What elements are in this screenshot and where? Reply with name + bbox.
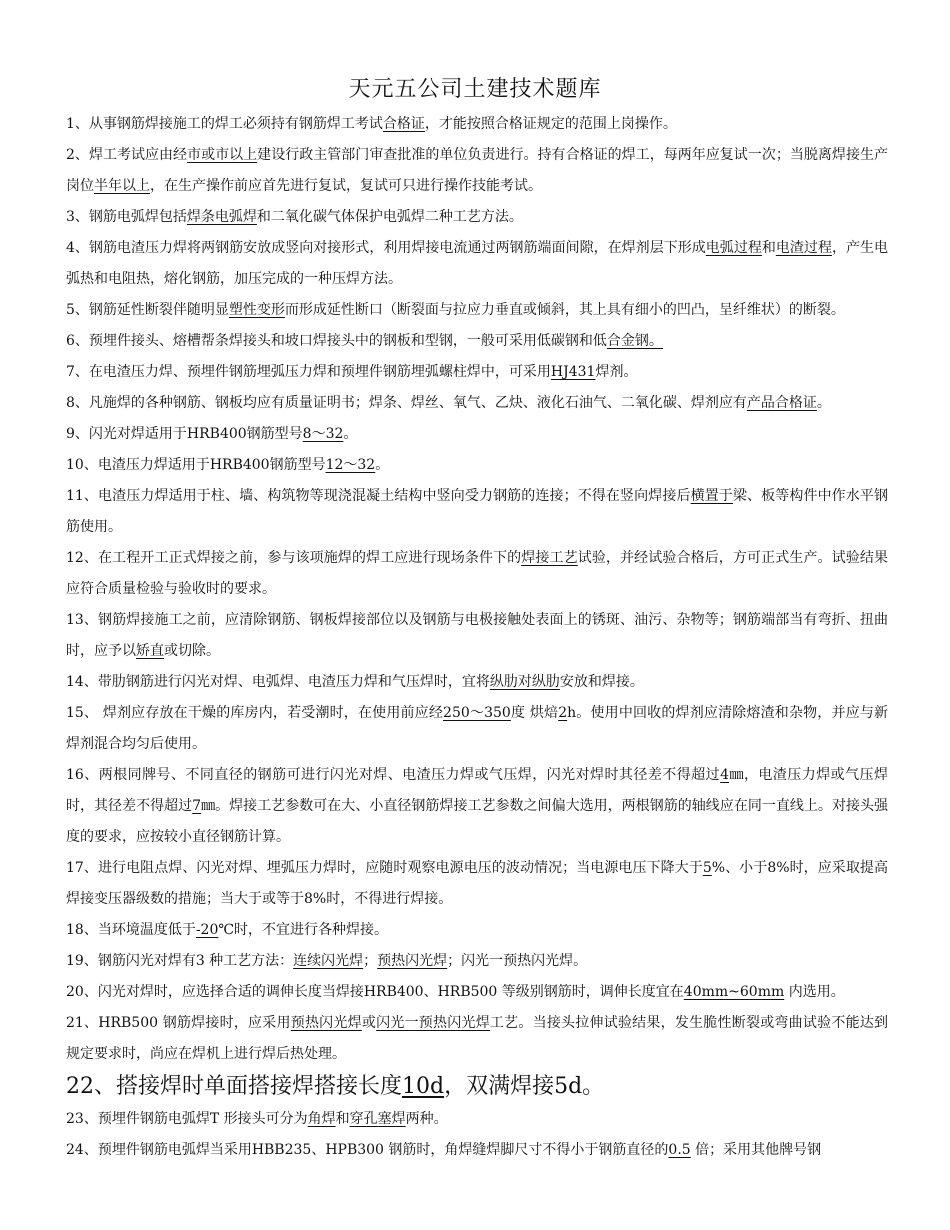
question-text: 15、 焊剂应存放在干燥的库房内，若受潮时，在使用前应经 <box>66 705 444 721</box>
question-item <box>66 1070 888 1104</box>
answer-blank: 焊条电弧焊 <box>186 209 257 225</box>
question-text: 和 <box>761 240 776 256</box>
answer-blank: 预热闪光焊 <box>377 953 448 969</box>
question-text: 22、搭接焊时单面搭接焊搭接长度 <box>66 1074 402 1099</box>
question-text: 8、凡施焊的各种钢筋、钢板均应有质量证明书；焊条、焊丝、氧气、乙炔、液化石油气、二氧化碳、焊剂应有 <box>66 395 747 411</box>
question-item <box>66 233 888 295</box>
question-item <box>66 946 888 977</box>
answer-blank: 12～32 <box>325 457 376 473</box>
question-text: 而形成延性断口（断裂面与拉应力垂直或倾斜，其上具有细小的凹凸，呈纤维状）的断裂。 <box>284 302 845 318</box>
question-item <box>66 419 888 450</box>
question-text: 16、两根同牌号、不同直径的钢筋可进行闪光对焊、电渣压力焊或气压焊，闪光对焊时其径差不得超过 <box>66 767 721 783</box>
answer-blank: 市或市以上 <box>187 147 258 163</box>
question-text: 或切除。 <box>164 643 220 659</box>
question-text: 9、闪光对焊适用于HRB400钢筋型号 <box>66 426 303 442</box>
question-text: 11、电渣压力焊适用于柱、墙、构筑物等现浇混凝土结构中竖向受力钢筋的连接；不得在竖向焊接后 <box>66 488 691 504</box>
answer-blank: 合格证 <box>382 116 425 132</box>
question-text: 。 <box>343 426 358 442</box>
question-item <box>66 295 888 326</box>
question-text: ；闪光一预热闪光焊。 <box>447 953 588 969</box>
question-text: 焊剂。 <box>595 364 638 380</box>
question-text: 和二氧化碳气体保护电弧焊二种工艺方法。 <box>256 209 523 225</box>
question-text: 和 <box>335 1111 350 1127</box>
answer-blank: 塑性变形 <box>228 302 285 318</box>
question-text: 12、在工程开工正式焊接之前，参与该项施焊的焊工应进行现场条件下的 <box>66 550 522 566</box>
question-item <box>66 202 888 233</box>
question-item <box>66 543 888 605</box>
answer-blank: 预热闪光焊 <box>290 1015 362 1031</box>
question-item <box>66 109 888 140</box>
question-text: 20、闪光对焊时，应选择合适的调伸长度当焊接HRB400、HRB500 等级别钢筋时，调伸长度宜在 <box>66 984 684 1000</box>
question-text: 。 <box>375 457 390 473</box>
answer-blank: 电渣过程 <box>775 240 832 256</box>
question-text: 5、钢筋延性断裂伴随明显 <box>66 302 229 318</box>
question-text: 试验，并经试验合格后，方可正式生产。试验结果应符合质量检验与验收时的要求。 <box>66 550 888 597</box>
question-text: 梁、板等构件中作水平钢筋使用。 <box>66 488 889 535</box>
question-item <box>66 326 888 357</box>
answer-blank: 5 <box>702 860 712 876</box>
question-text: 13、钢筋焊接施工之前，应清除钢筋、钢板焊接部位以及钢筋与电极接触处表面上的锈斑、油污、杂物等；钢筋端部当有弯折、扭曲时，应予以 <box>66 612 888 659</box>
question-text: 24、预埋件钢筋电弧焊当采用HBB235、HPB300 钢筋时，角焊缝焊脚尺寸不得小于钢筋直径的 <box>66 1142 669 1158</box>
answer-blank: 半年以上 <box>94 178 150 194</box>
question-item <box>66 481 888 543</box>
question-item <box>66 1008 888 1070</box>
question-item <box>66 698 888 760</box>
question-text: h。使用中回收的焊剂应清除熔渣和杂物，并应与新焊剂混合均匀后使用。 <box>66 705 889 752</box>
question-text: 倍；采用其他牌号钢 <box>690 1142 822 1158</box>
answer-blank: 电弧过程 <box>705 240 762 256</box>
question-text: ； <box>363 953 378 969</box>
question-item <box>66 140 888 202</box>
question-text: 7、在电渣压力焊、预埋件钢筋埋弧压力焊和预埋件钢筋埋弧螺柱焊中，可采用 <box>66 364 551 380</box>
question-item <box>66 605 888 667</box>
question-item <box>66 667 888 698</box>
question-text: 或 <box>361 1015 377 1031</box>
question-text: 工艺。当接头拉伸试验结果，发生脆性断裂或弯曲试验不能达到规定要求时，尚应在焊机上进行焊后热处理。 <box>66 1015 889 1062</box>
question-text: 安放和焊接。 <box>559 674 644 690</box>
question-text: 21、HRB500 钢筋焊接时，应采用 <box>66 1015 291 1031</box>
question-item <box>66 760 888 853</box>
question-text: 度 烘焙 <box>510 705 559 721</box>
question-text: 两种。 <box>405 1111 448 1127</box>
question-text: ，双满焊接5d。 <box>444 1074 605 1099</box>
question-item <box>66 853 888 915</box>
question-text: 建设行政主管部门审查批准的单位负责进行。持有合格证的焊工，每两年应复试一次；当脱离焊接生产岗位 <box>66 147 888 194</box>
question-item <box>66 915 888 946</box>
question-item <box>66 1135 888 1166</box>
answer-blank: 矫直 <box>136 643 164 659</box>
answer-blank: 2 <box>558 705 568 721</box>
answer-blank: 0.5 <box>668 1142 691 1158</box>
question-text: 23、预埋件钢筋电弧焊T 形接头可分为 <box>66 1111 308 1127</box>
question-item <box>66 1104 888 1135</box>
question-text: ℃时，不宜进行各种焊接。 <box>218 922 389 938</box>
question-text: ㎜，电渣压力焊或气压焊时，其径差不得超过 <box>66 767 889 814</box>
question-text: 。 <box>816 395 831 411</box>
answer-blank: -20 <box>195 922 219 938</box>
question-text: 4、钢筋电渣压力焊将两钢筋安放成竖向对接形式，利用焊接电流通过两钢筋端面间隙，在焊剂层下形成 <box>66 240 706 256</box>
answer-blank: 纵肋对纵肋 <box>489 674 560 690</box>
question-text: 1、从事钢筋焊接施工的焊工必须持有钢筋焊工考试 <box>66 116 383 132</box>
answer-blank: 7 <box>192 798 202 814</box>
answer-blank: 焊接工艺 <box>521 550 578 566</box>
question-text: ，产生电弧热和电阻热，熔化钢筋，加压完成的一种压焊方法。 <box>66 240 889 287</box>
question-text: ，才能按照合格证规定的范围上岗操作。 <box>424 116 677 132</box>
question-item <box>66 450 888 481</box>
answer-blank: 合金钢。 <box>606 333 663 349</box>
page-title: 天元五公司土建技术题库 <box>348 77 602 102</box>
answer-blank: 250～350 <box>443 705 511 721</box>
question-text: 10、电渣压力焊适用于HRB400钢筋型号 <box>66 457 326 473</box>
question-text: %、小于8%时，应采取提高焊接变压器级数的措施；当大于或等于8%时，不得进行焊接。 <box>66 860 888 907</box>
answer-blank: 横置于 <box>690 488 733 504</box>
question-item <box>66 357 888 388</box>
question-text: 内选用。 <box>784 984 845 1000</box>
question-item <box>66 388 888 419</box>
answer-blank: HJ431 <box>550 364 596 380</box>
answer-blank: 8～32 <box>302 426 344 442</box>
answer-blank: 穿孔塞焊 <box>349 1111 406 1127</box>
answer-blank: 40mm~60mm <box>683 984 785 1000</box>
question-list <box>66 109 888 1166</box>
question-item <box>66 977 888 1008</box>
answer-blank: 产品合格证 <box>746 395 817 411</box>
question-text: 6、预埋件接头、熔槽帮条焊接头和坡口焊接头中的钢板和型钢，一般可采用低碳钢和低 <box>66 333 607 349</box>
answer-blank: 4 <box>720 767 730 783</box>
question-text: ㎜。焊接工艺参数可在大、小直径钢筋焊接工艺参数之间偏大选用，两根钢筋的轴线应在同一直线上。对接头强度的要求，应按较小直径钢筋计算。 <box>66 798 889 845</box>
question-text: 19、钢筋闪光对焊有3 种工艺方法： <box>66 953 294 969</box>
question-text: ，在生产操作前应首先进行复试，复试可只进行操作技能考试。 <box>150 178 542 194</box>
question-text: 17、进行电阻点焊、闪光对焊、埋弧压力焊时，应随时观察电源电压的波动情况；当电源电压下降大于 <box>66 860 703 876</box>
answer-blank: 10d <box>402 1074 445 1099</box>
question-text: 14、带肋钢筋进行闪光对焊、电弧焊、电渣压力焊和气压焊时，宜将 <box>66 674 490 690</box>
question-text: 3、钢筋电弧焊包括 <box>66 209 187 225</box>
question-text: 18、当环境温度低于 <box>66 922 196 938</box>
answer-blank: 闪光一预热闪光焊 <box>376 1015 490 1031</box>
answer-blank: 连续闪光焊 <box>293 953 364 969</box>
question-text: 2、焊工考试应由经 <box>66 147 188 163</box>
answer-blank: 角焊 <box>307 1111 336 1127</box>
